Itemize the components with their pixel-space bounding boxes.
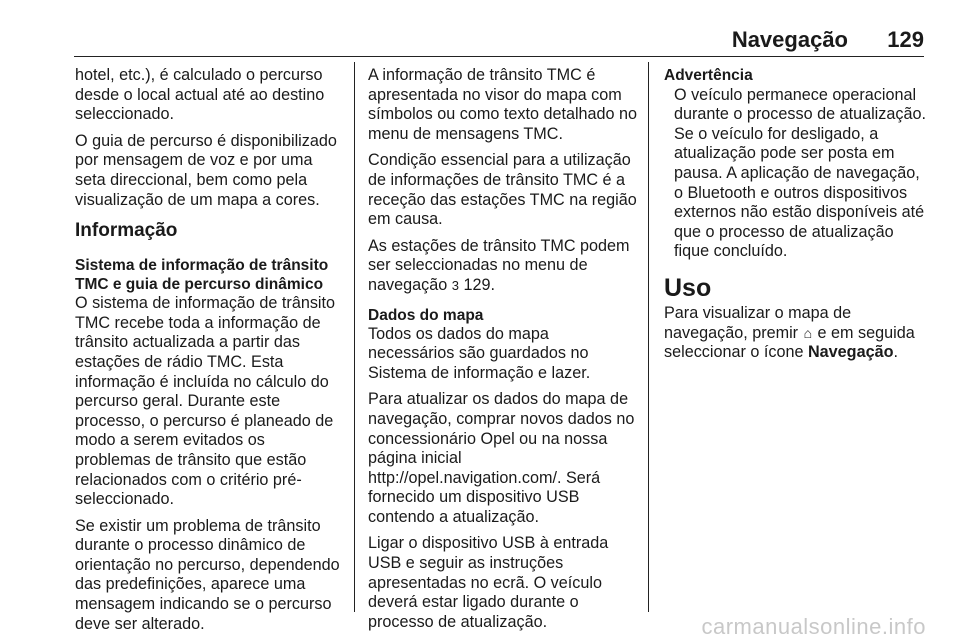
paragraph: Para atualizar os dados do mapa de navegação, comprar novos dados no concessionário Opel ou na nossa página inicial http://opel.navigation.com/. Será fornecido um dispositivo USB contendo a atualização. bbox=[368, 390, 635, 526]
paragraph-text: e em seguida seleccionar o ícone bbox=[664, 323, 915, 362]
column-divider-1 bbox=[354, 62, 355, 612]
page-number: 129 bbox=[887, 27, 924, 52]
page-reference-icon: 3 bbox=[451, 277, 459, 293]
paragraph: Ligar o dispositivo USB à entrada USB e seguir as instruções apresentadas no ecrã. O veículo deverá estar ligado durante o processo de atualização. bbox=[368, 534, 609, 631]
home-icon: ⌂ bbox=[803, 324, 813, 341]
watermark: carmanualsonline.info bbox=[701, 614, 926, 639]
note-body: O veículo permanece operacional durante o processo de atualização. Se o veículo for desligado, a atualização pode ser posta em pausa. A aplicação de navegação, o Bluetooth e outros dispositivos externos não estão disponíveis até que o processo de atualização fique concluído. bbox=[674, 85, 926, 261]
punctuation: . bbox=[893, 343, 898, 362]
page-title: Navegação bbox=[731, 27, 848, 52]
column-2 bbox=[368, 66, 638, 639]
paragraph: Se existir um problema de trânsito durante o processo dinâmico de orientação no percurso, dependendo das predefinições, aparece uma mensagem indicando se o percurso deve ser alterado. bbox=[75, 516, 340, 633]
page-reference[interactable]: 129. bbox=[463, 275, 495, 294]
navegacao-label: Navegação bbox=[807, 343, 894, 362]
paragraph-text: As estações de trânsito TMC podem ser seleccionadas no menu de navegação bbox=[368, 236, 630, 294]
paragraph: Condição essencial para a utilização de informações de trânsito TMC é a receção das estações TMC na região em causa. bbox=[368, 151, 637, 229]
section-title-uso: Uso bbox=[664, 273, 712, 302]
paragraph-text: Para visualizar o mapa de navegação, premir bbox=[664, 303, 852, 342]
section-title-informacao: Informação bbox=[75, 220, 178, 242]
paragraph: O sistema de informação de trânsito TMC recebe toda a informação de trânsito actualizada a partir das estações de rádio TMC. Esta informação é incluída no cálculo do percurso geral. Durante este processo, o percurso é planeado de modo a serem evitados os problemas de trânsito que estão relacionados com o critério pré-seleccionado. bbox=[75, 294, 336, 509]
note-title: Advertência bbox=[664, 67, 753, 84]
paragraph bbox=[664, 304, 930, 363]
paragraph: A informação de trânsito TMC é apresentada no visor do mapa com símbolos ou como texto detalhado no menu de mensagens TMC. bbox=[368, 66, 638, 143]
column-divider-2 bbox=[648, 62, 649, 612]
column-1 bbox=[75, 66, 341, 641]
paragraph: Todos os dados do mapa necessários são guardados no Sistema de informação e lazer. bbox=[368, 324, 591, 382]
paragraph bbox=[368, 237, 638, 296]
paragraph: O guia de percurso é disponibilizado por mensagem de voz e por uma seta direccional, bem como pela visualização de um mapa a cores. bbox=[75, 131, 337, 209]
column-3 bbox=[664, 66, 930, 370]
header-divider bbox=[74, 56, 924, 57]
paragraph: hotel, etc.), é calculado o percurso desde o local actual até ao destino seleccionado. bbox=[75, 66, 325, 124]
subheading-tmc: Sistema de informação de trânsito TMC e guia de percurso dinâmico bbox=[75, 257, 329, 294]
subheading-dados-do-mapa: Dados do mapa bbox=[368, 306, 484, 324]
